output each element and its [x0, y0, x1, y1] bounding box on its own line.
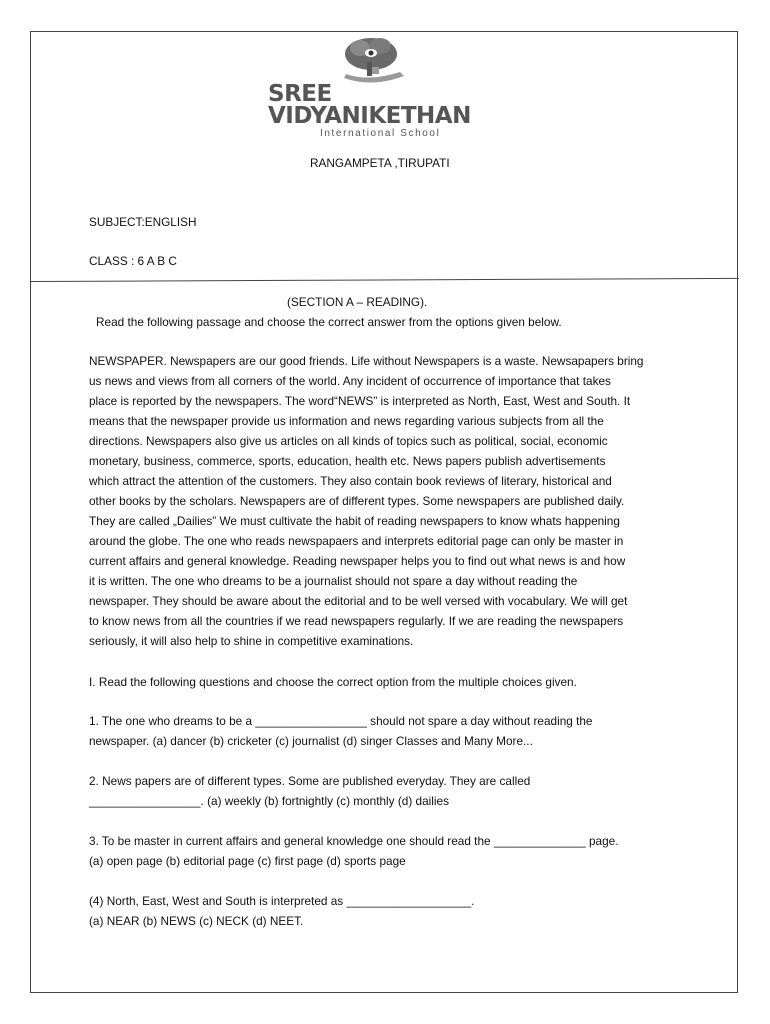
passage-line: They are called „Dailies” We must cultivate the habit of reading newspapers to know whats happening — [89, 514, 620, 528]
subject-label: SUBJECT:ENGLISH — [89, 215, 197, 229]
section-instruction: Read the following passage and choose the correct answer from the options given below. — [96, 315, 562, 329]
question-4-line1: (4) North, East, West and South is interpreted as ___________________. — [89, 894, 475, 908]
question-2-options: _________________. (a) weekly (b) fortnightly (c) monthly (d) dailies — [89, 794, 449, 808]
question-3-options: (a) open page (b) editorial page (c) first page (d) sports page — [89, 854, 406, 868]
school-logo — [268, 36, 471, 142]
questions-instruction: I. Read the following questions and choose the correct option from the multiple choices given. — [89, 675, 577, 689]
passage-line: newspaper. They should be aware about the editorial and to be well versed with vocabulary. We will get — [89, 594, 628, 608]
logo-text-sree: SREE — [268, 81, 332, 107]
tree-hand-emblem — [338, 36, 408, 84]
logo-subtitle: International School — [320, 128, 441, 139]
passage-line: monetary, business, commerce, sports, education, health etc. News papers publish advertisements — [89, 454, 606, 468]
passage-line: it is written. The one who dreams to be a journalist should not spare a day without reading the — [89, 574, 578, 588]
passage-line: current affairs and general knowledge. Reading newspaper helps you to find out what news is and how — [89, 554, 626, 568]
question-2-line1: 2. News papers are of different types. Some are published everyday. They are called — [89, 774, 531, 788]
section-title: (SECTION A – READING). — [287, 295, 428, 309]
school-location: RANGAMPETA ,TIRUPATI — [310, 156, 450, 170]
passage-line: NEWSPAPER. Newspapers are our good friends. Life without Newspapers is a waste. Newsapapers bring — [89, 354, 644, 368]
passage-line: directions. Newspapers also give us articles on all kinds of topics such as political, social, economic — [89, 434, 608, 448]
passage-line: means that the newspaper provide us information and news regarding various subjects from all the — [89, 414, 604, 428]
passage-line: seriously, it will also help to shine in competitive examinations. — [89, 634, 414, 648]
passage-line: around the globe. The one who reads newspapaers and interprets editorial page can only be master in — [89, 534, 624, 548]
passage-line: other books by the scholars. Newspapers are of different types. Some newspapers are published daily. — [89, 494, 625, 508]
question-3-line1: 3. To be master in current affairs and general knowledge one should read the ______________ page. — [89, 834, 619, 848]
passage-line: which attract the attention of the customers. They also contain book reviews of literary, historical and — [89, 474, 612, 488]
logo-text-vidyanikethan: VIDYANIKETHAN — [268, 103, 471, 129]
question-1-options: newspaper. (a) dancer (b) cricketer (c) journalist (d) singer Classes and Many More... — [89, 734, 533, 748]
reading-passage — [89, 351, 689, 651]
passage-line: place is reported by the newspapers. The word“NEWS” is interpreted as North, East, West and South. It — [89, 394, 631, 408]
question-4-options: (a) NEAR (b) NEWS (c) NECK (d) NEET. — [89, 914, 304, 928]
question-1-line1: 1. The one who dreams to be a _________________ should not spare a day without reading the — [89, 714, 593, 728]
passage-line: us news and views from all corners of the world. Any incident of occurrence of importance that takes — [89, 374, 611, 388]
passage-line: to know news from all the countries if we read newspapers regularly. If we are reading the newspapers — [89, 614, 624, 628]
class-label: CLASS : 6 A B C — [89, 254, 177, 268]
